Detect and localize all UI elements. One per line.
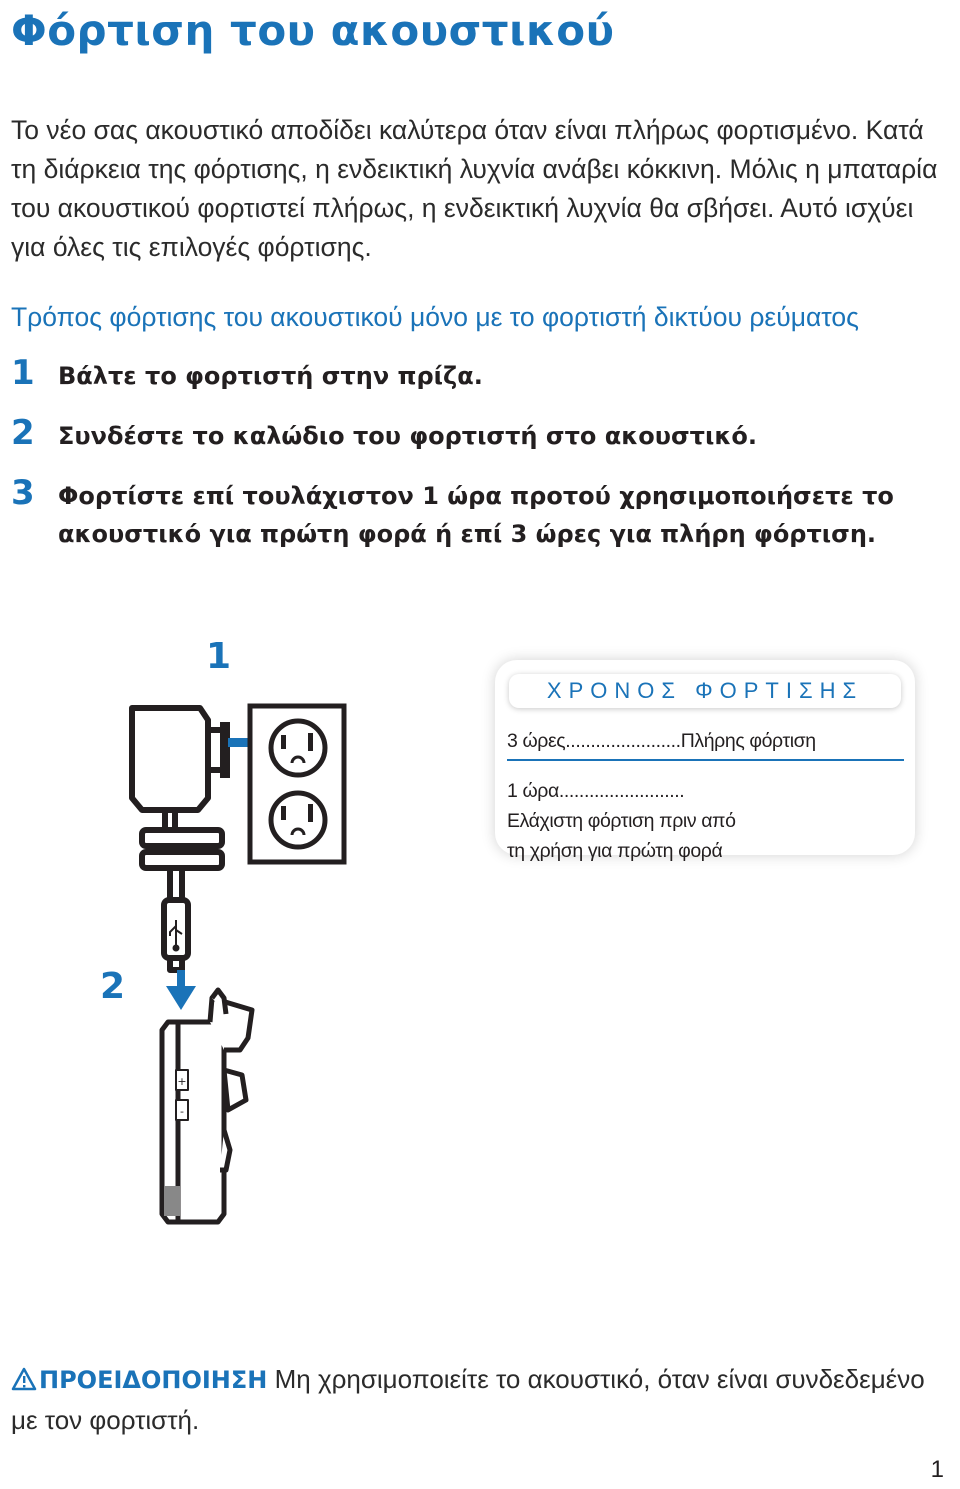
charging-time-heading: ΧΡΟΝΟΣ ΦΟΡΤΙΣΗΣ <box>509 674 901 708</box>
page-number: 1 <box>930 1456 944 1483</box>
warning-label: ΠΡΟΕΙΔΟΠΟΙΗΣΗ <box>39 1366 268 1394</box>
charging-time-row <box>507 776 907 866</box>
warning-triangle-icon <box>11 1363 37 1401</box>
figure-label-1: 1 <box>206 636 232 677</box>
leader-dots: ......................... <box>558 780 685 802</box>
charging-time-row <box>507 730 816 753</box>
power-outlet-icon <box>250 706 344 862</box>
warning-text: Μη χρησιμοποιείτε το ακουστικό, όταν είναι συνδεδεμένο με τον φορτιστή. <box>11 1364 925 1435</box>
charging-illustration-svg <box>60 630 480 1240</box>
charging-time-description: Ελάχιστη φόρτιση πριν από τη χρήση για πρώτη φορά <box>507 810 736 862</box>
charging-time-value: 1 ώρα <box>507 780 559 802</box>
charging-time-value: 3 ώρες <box>507 730 566 752</box>
warning-notice <box>11 1360 956 1439</box>
headset-icon <box>162 990 252 1222</box>
step-number: 1 <box>11 353 35 393</box>
row-divider <box>507 759 904 761</box>
arrow-icon <box>166 970 196 1010</box>
intro-paragraph: Το νέο σας ακουστικό αποδίδει καλύτερα όταν είναι πλήρως φορτισμένο. Κατά τη διάρκεια της φόρτισης, η ενδεικτική λυχνία ανάβει κόκκινη. Μόλις η μπαταρία του ακουστικού φορτιστεί πλήρως, η ενδεικτική λυχνία θα σβήσει. Αυτό ισχύει για όλες τις επιλογές φόρτισης. <box>11 115 938 262</box>
svg-text:+: + <box>177 1075 187 1088</box>
section-subheading: Τρόπος φόρτισης του ακουστικού μόνο με το φορτιστή δικτύου ρεύματος <box>11 302 859 332</box>
wall-charger-icon <box>132 708 230 970</box>
svg-text:-: - <box>180 1105 184 1118</box>
step-text: Βάλτε το φορτιστή στην πρίζα. <box>58 362 483 390</box>
step-text: Συνδέστε το καλώδιο του φορτιστή στο ακουστικό. <box>58 422 757 450</box>
step-number: 2 <box>11 413 35 453</box>
page-title: Φόρτιση του ακουστικού <box>11 6 615 55</box>
charging-time-card <box>495 660 915 862</box>
leader-dots: ....................... <box>565 730 681 752</box>
step-number: 3 <box>11 473 35 513</box>
charging-illustration <box>60 630 480 1240</box>
step-text: Φορτίστε επί τουλάχιστον 1 ώρα προτού χρησιμοποιήσετε το ακουστικό για πρώτη φορά ή επί 3 ώρες για πλήρη φόρτιση. <box>58 482 894 548</box>
figure-label-2: 2 <box>100 966 126 1007</box>
charging-time-description: Πλήρης φόρτιση <box>680 730 816 752</box>
